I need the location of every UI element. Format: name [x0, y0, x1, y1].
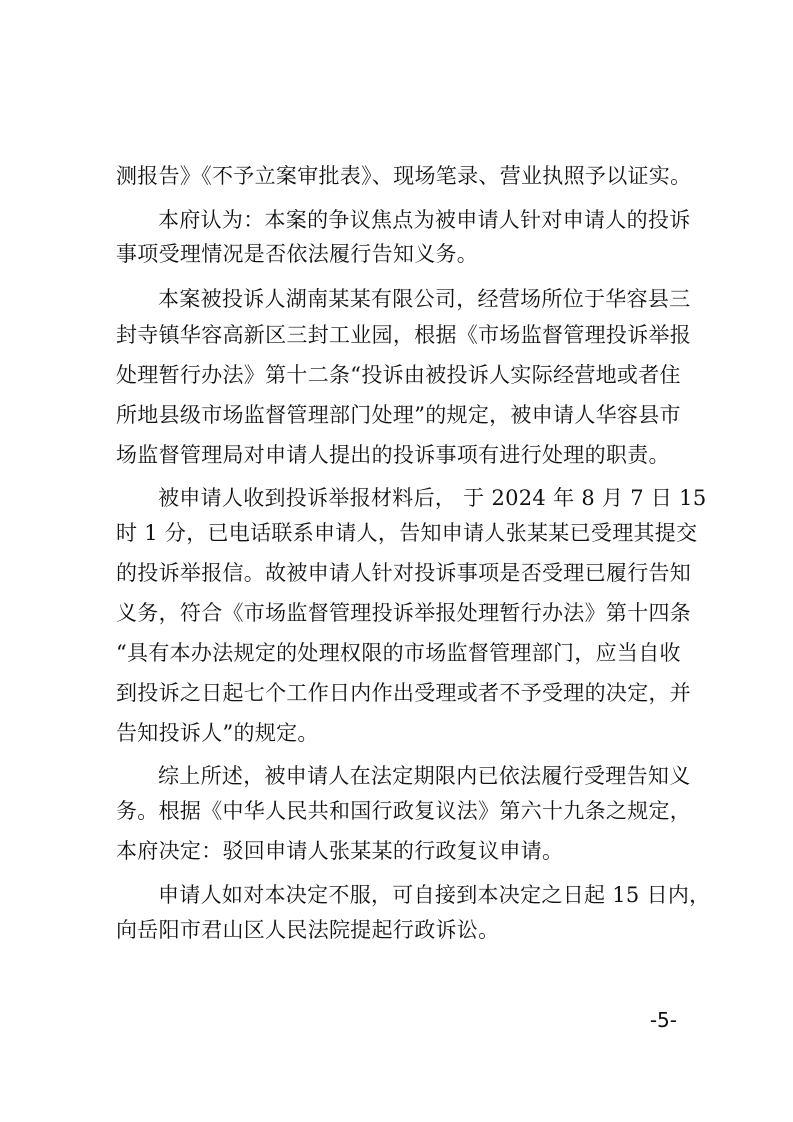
text-line: 向岳阳市君山区人民法院提起行政诉讼。: [116, 918, 500, 942]
text-line: 处理暂行办法》第十二条“投诉由被投诉人实际经营地或者住: [116, 363, 681, 387]
text-line: 测报告》《不予立案审批表》、现场笔录、营业执照予以证实。: [116, 164, 692, 188]
text-line: 被申请人收到投诉举报材料后， 于 2024 年 8 月 7 日 15: [158, 486, 707, 510]
text-line: 到投诉之日起七个工作日内作出受理或者不予受理的决定，并: [116, 681, 692, 705]
text-line: 本府认为：本案的争议焦点为被申请人针对申请人的投诉: [158, 208, 691, 232]
text-line: 申请人如对本决定不服，可自接到本决定之日起 15 日内，: [158, 883, 711, 907]
text-line: 的投诉举报信。故被申请人针对投诉事项是否受理已履行告知: [116, 561, 692, 585]
text-line: 告知投诉人”的规定。: [116, 721, 319, 745]
text-line: 所地县级市场监督管理部门处理”的规定，被申请人华容县市: [116, 403, 681, 427]
text-line: 场监督管理局对申请人提出的投诉事项有进行处理的职责。: [116, 443, 670, 467]
text-line: “具有本办法规定的处理权限的市场监督管理部门，应当自收: [116, 641, 681, 665]
text-line: 事项受理情况是否依法履行告知义务。: [116, 242, 479, 266]
text-line: 本案被投诉人湖南某某有限公司，经营场所位于华容县三: [158, 287, 691, 311]
text-line: 综上所述，被申请人在法定期限内已依法履行受理告知义: [158, 764, 691, 788]
text-line: 封寺镇华容高新区三封工业园，根据《市场监督管理投诉举报: [116, 323, 692, 347]
page-number: -5-: [649, 1008, 677, 1032]
text-line: 务。根据《中华人民共和国行政复议法》第六十九条之规定，: [116, 799, 692, 823]
text-line: 时 1 分，已电话联系申请人，告知申请人张某某已受理其提交: [116, 521, 698, 545]
text-line: 义务，符合《市场监督管理投诉举报处理暂行办法》第十四条: [116, 601, 692, 625]
text-line: 本府决定：驳回申请人张某某的行政复议申请。: [116, 839, 564, 863]
